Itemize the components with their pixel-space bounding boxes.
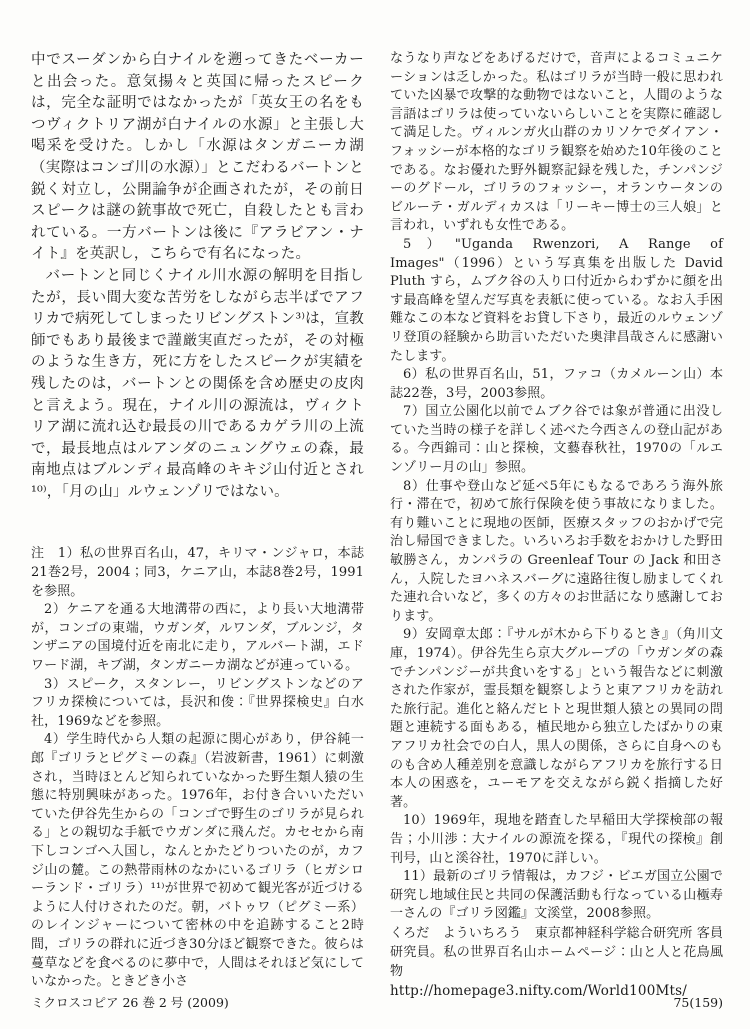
footnote-4-continuation: なうなり声などをあげるだけで，音声によるコミュニケーションは乏しかった。私はゴリラが当時一般に思われていた凶暴で攻撃的な動物ではないこと，人間のような言語はゴリラは使っていないらしいことを実際に確認して満足した。ヴィルンガ火山群のカリソケでダイアン・フォッシーが本格的なゴリラ観察を始めた10年後のことである。なお優れた野外観察記録を残した，チンパンジーのグドール，ゴリラのフォッシー，オランウータンのビルーテ・ガルディカスは「リーキー博士の三人娘」と言われ，いずれも女性である。 <box>390 51 723 234</box>
footnote-9: 9）安岡章太郎：『サルが木から下りるとき』（角川文庫，1974）。伊谷先生ら京大グループの「ウガンダの森でチンパンジーが共食いをする」という報告などに刺激された作家が，霊長類を観察しようと東アフリカを訪れた旅行記。進化と絡んだヒトと現世類人猿との異同の問題と連続する面もある，植民地から独立したばかりの東アフリカ社会での白人，黒人の関係，さらに自身へのものも含め人種差別を意識しながらアフリカを旅行する日本人の困惑を，ユーモアを交えながら鋭く指摘した好著。 <box>390 627 723 810</box>
page-number: 75(159) <box>673 995 723 1010</box>
author-homepage-url: http://homepage3.nifty.com/World100Mts/ <box>390 982 688 999</box>
author-info-block <box>390 924 723 1001</box>
footnotes-section <box>31 545 364 991</box>
two-column-layout <box>31 50 723 999</box>
body-paragraph: バートンと同じくナイル川水源の解明を目指したが，長い間大変な苦労をしながら志半ばでアフリカで病死してしまったリビングストン³⁾は，宣教師でもあり最後まで謹厳実直だったが，その対極のような生き方，死に方をしたスピークが実績を残したのは，バートンとの関係を含め歴史の皮肉と言えよう。現在，ナイル川の源流は，ヴィクトリア湖に流れ込む最長の川であるカゲラ川の上流で，最長地点はルアンダのニュングウェの森，最南地点はブルンディ最高峰のキキジ山付近とされ¹⁰⁾，「月の山」ルウェンゾリではない。 <box>31 267 364 500</box>
footnote-6: 6）私の世界百名山，51，ファコ（カメルーン山）本誌22巻，3号，2003参照。 <box>390 367 723 401</box>
footnote-1: 注 1）私の世界百名山，47，キリマ・ンジャロ，本誌21巻2号，2004；同3，ケニア山，本誌8巻2号，1991を参照。 <box>31 546 364 599</box>
footnote-5: 5）"Uganda Rwenzori, A Range of Images"（1996）という写真集を出版した David Pluth すら，ムブク谷の入り口付近からわずかに顔を出す最高峰を望んだ写真を表紙に使っている。なお入手困難なこの本など資料をお貸し下さり，最近のルウェンゾリ登頂の経験から助言いただいた奥津昌哉さんに感謝いたします。 <box>390 236 723 364</box>
footnote-8: 8）仕事や登山など延べ5年にもなるであろう海外旅行・滞在で，初めて旅行保険を使う事故になりました。有り難いことに現地の医師，医療スタッフのおかげで完治し帰国できました。いろいろお手数をおかけした野田敏勝さん，カンパラの Greenleaf Tour の Jack 和田さん，入院したヨハネスバーグに遠路往復し励ましてくれた連れ合いなど，多くの方々のお世話になり感謝しております。 <box>390 478 723 624</box>
footnote-3: 3）スピーク，スタンレー，リビングストンなどのアフリカ探検については，長沢和俊：『世界探検史』白水社，1969などを参照。 <box>31 676 364 729</box>
right-column <box>390 50 723 999</box>
footnote-10: 10）1969年，現地を踏査した早稲田大学探検部の報告；小川渉：大ナイルの源流を探る，『現代の探検』創刊号，山と溪谷社，1970に詳しい。 <box>390 813 723 866</box>
footnote-2: 2）ケニアを通る大地溝帯の西に，より長い大地溝帯が，コンゴの東端，ウガンダ，ルワンダ，ブルンジ，タンザニアの国境付近を南北に走り，アルバート湖，エドワード湖，キブ湖，タンガニーカ湖などが連っている。 <box>31 602 364 674</box>
body-paragraph-continuation: 中でスーダンから白ナイルを遡ってきたベーカーと出会った。意気揚々と英国に帰ったスピークは，完全な証明ではなかったが「英女王の名をもつヴィクトリア湖が白ナイルの水源」と主張し大喝采を受けた。しかし「水源はタンガニーカ湖（実際はコンゴ川の水源）」とこだわるバートンと鋭く対立し，公開論争が企画されたが，その前日スピークは謎の銃事故で死亡，自殺したとも言われている。一方バートンは後に『アラビアン・ナイト』を英訳し，こちらで有名になった。 <box>31 52 364 263</box>
left-column <box>31 50 364 990</box>
page-footer <box>31 993 723 1011</box>
journal-issue-label: ミクロスコピア 26 巻 2 号 (2009) <box>31 995 229 1010</box>
footnote-11: 11）最新のゴリラ情報は，カフジ・ビエガ国立公園で研究し地域住民と共同の保護活動も行なっている山極寿一さんの『ゴリラ図鑑』文溪堂，2008参照。 <box>390 869 723 922</box>
footnote-7: 7）国立公園化以前でムブク谷では象が普通に出没していた当時の様子を詳しく述べた今西さんの登山記がある。今西錦司：山と探検，文藝春秋社，1970の「ルエンゾリー月の山」参照。 <box>390 404 723 476</box>
footnote-4: 4）学生時代から人類の起源に関心があり，伊谷純一郎『ゴリラとピグミーの森』（岩波新書，1961）に刺激され，当時ほとんど知られていなかった野生類人猿の生態に特別興味があった。1976年，お付き合いいただいていた伊谷先生からの「コンゴで野生のゴリラが見られる」との親切な手紙でウガンダに飛んだ。カセセから南下しコンゴへ入国し，なんとかたどりついたのが，カフジ山の麓。この熱帯雨林のなかにいるゴリラ（ヒガシローランド・ゴリラ）¹¹⁾が世界で初めて観光客が近づけるように人付けされたのだ。朝，バトゥワ（ピグミー系）のレインジャーについて密林の中を追跡すること2時間，ゴリラの群れに近づき30分ほど観察できた。彼らは蔓草などを食べるのに夢中で，人間はそれほど気にしていなかった。ときどき小さ <box>31 732 364 990</box>
author-bio: くろだ よういちろう 東京都神経科学総合研究所 客員研究員。私の世界百名山ホームページ：山と人と花鳥風物 <box>390 925 723 980</box>
